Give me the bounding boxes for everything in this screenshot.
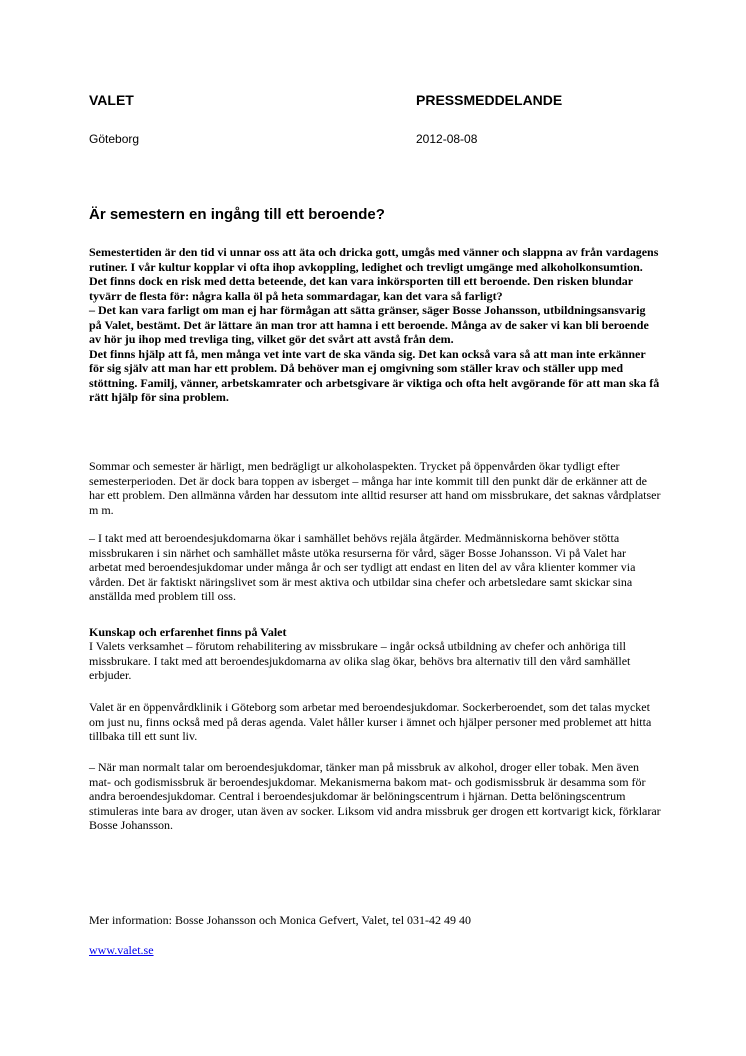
page-title: Är semestern en ingång till ett beroende? xyxy=(89,206,385,223)
section-paragraph: I Valets verksamhet – förutom rehabilitering av missbrukare – ingår också utbildning av chefer och anhöriga till missbrukare. I takt med att beroendesjukdomarna av olika slag ökar, behövs bra alternativ till den vård samhället erbjuder. xyxy=(89,639,631,682)
document-type: PRESSMEDDELANDE xyxy=(416,92,563,108)
body-paragraph: Sommar och semester är härligt, men bedrägligt ur alkoholaspekten. Trycket på öppenvården ökar tydligt efter semesterperioden. Det är dock bara toppen av isberget – många har inte kommit till den punkt där de erkänner att de har ett problem. Den allmänna vården har dessutom inte alltid resurser att hand om missbrukare, det saknas vårdplatser m m. xyxy=(89,459,661,517)
lead-paragraph: – Det kan vara farligt om man ej har förmågan att sätta gränser, säger Bosse Johansson, utbildningsansvarig på Valet, bestämt. Det är lättare än man tror att hamna i ett beroende. Många av de saker vi kan bli beroende av hör ju ihop med trevliga ting, vilket gör det svårt att avstå från dem. xyxy=(89,303,649,346)
section-paragraph: Valet är en öppenvårdklinik i Göteborg som arbetar med beroendesjukdomar. Sockerberoendet, som det talas mycket om just nu, finns också med på deras agenda. Valet håller kurser i ämnet och hjälper personer med problemet att hitta tillbaka till ett sunt liv. xyxy=(89,700,652,743)
place: Göteborg xyxy=(89,132,140,146)
release-date: 2012-08-08 xyxy=(416,132,478,146)
body-paragraph: – I takt med att beroendesjukdomarna ökar i samhället behövs rejäla åtgärder. Medmänniskorna behöver stötta missbrukaren i sin närhet och samhället måste utöka resurserna för vård, säger Bosse Johansson. Vi på Valet har arbetat med beroendesjukdomar under många år och ser tydligt att endast en liten del av våra klienter kommer via vården. Det är faktiskt näringslivet som är mest aktiva och utbildar sina chefer och arbetsledare samt skickar sina anställda med problem till oss. xyxy=(89,531,636,603)
lead-block xyxy=(89,245,661,405)
contact-info: Mer information: Bosse Johansson och Monica Gefvert, Valet, tel 031-42 49 40 xyxy=(89,913,472,927)
section-paragraph: – När man normalt talar om beroendesjukdomar, tänker man på missbruk av alkohol, droger eller tobak. Men även mat- och godismissbruk är beroendesjukdomar. Mekanismerna bakom mat- och godismissbruk är desamma som för andra beroendesjukdomar. Central i beroendesjukdomar är belöningscentrum i hjärnan. Detta belöningscentrum stimuleras inte bara av droger, utan även av socker. Liksom vid andra missbruk ger drogen ett kortvarigt kick, förklarar Bosse Johansson. xyxy=(89,760,661,832)
lead-paragraph: Det finns hjälp att få, men många vet inte vart de ska vända sig. Det kan också vara så att man inte erkänner för sig själv att man har ett problem. Då behöver man ej omgivning som ställer krav och ställer upp med stöttning. Familj, vänner, arbetskamrater och arbetsgivare är viktiga och ofta helt avgörande för att man ska få rätt hjälp för sina problem. xyxy=(89,346,660,404)
website-link[interactable]: www.valet.se xyxy=(89,943,154,957)
org-name: VALET xyxy=(89,92,134,108)
lead-paragraph: Semestertiden är den tid vi unnar oss att äta och dricka gott, umgås med vänner och slappna av från vardagens rutiner. I vår kultur kopplar vi ofta ihop avkoppling, ledighet och trevligt umgänge med alkoholkonsumtion. Det finns dock en risk med detta beteende, det kan vara inkörsporten till ett beroende. Den risken blundar tyvärr de flesta för: några kalla öl på heta sommardagar, kan det vara så farligt? xyxy=(89,245,659,303)
section-heading: Kunskap och erfarenhet finns på Valet xyxy=(89,625,287,639)
